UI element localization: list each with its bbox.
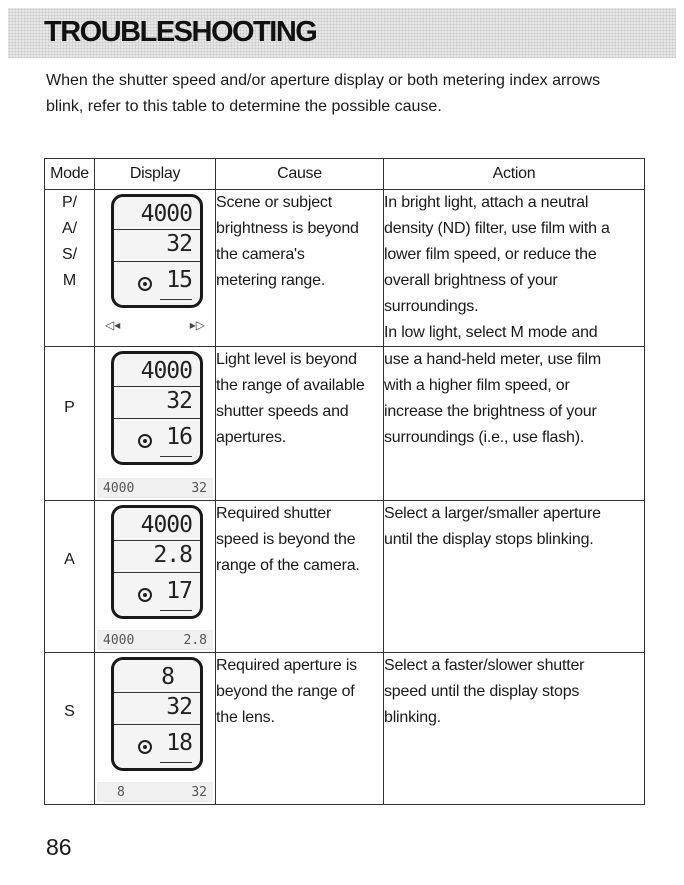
action-line: with a higher film speed, or [384,377,570,394]
action-line: increase the brightness of your [384,403,597,420]
action-line: surroundings. [384,298,479,315]
metering-index-arrows [97,316,213,334]
action-line: until the display stops blinking. [384,531,594,548]
lcd-metering-value: 18 [166,730,192,756]
cause-line: brightness is beyond [216,220,359,237]
lcd-metering-value: 15 [166,267,192,293]
troubleshooting-table [44,158,645,805]
action-line: overall brightness of your [384,272,558,289]
cause-line: Scene or subject [216,194,332,211]
lcd-aperture-value: 32 [166,694,192,720]
mode-cell [45,653,95,805]
cause-cell [216,501,384,653]
page-number: 86 [46,834,72,860]
lcd-display [111,194,203,308]
cause-line: range of the camera. [216,557,360,574]
table-header-row [45,159,645,190]
left-arrow-icon: ◁◂ [105,318,121,332]
cause-line: the lens. [216,709,275,726]
lcd-metering-value: 17 [166,578,192,604]
action-line: In bright light, attach a neutral [384,194,589,211]
action-line: speed until the display stops [384,683,580,700]
mode-label: S [64,703,75,720]
viewfinder-strip [97,478,213,498]
page-title: TROUBLESHOOTING [44,16,317,48]
meter-icon [138,434,152,448]
header-action: Action [384,159,645,190]
cause-line: the camera's [216,246,305,263]
action-line: Select a faster/slower shutter [384,657,585,674]
header-cause: Cause [216,159,384,190]
display-cell [95,501,216,653]
action-cell [384,347,645,501]
cause-line: Required shutter [216,505,332,522]
strip-shutter-value: 8 [117,784,125,800]
mode-cell [45,501,95,653]
lcd-shutter-value: 8 [161,664,174,690]
cause-line: apertures. [216,429,287,446]
lcd-shutter-value: 4000 [140,201,192,227]
viewfinder-strip [97,630,213,650]
cause-line: speed is beyond the [216,531,356,548]
meter-icon [138,740,152,754]
action-line: surroundings (i.e., use flash). [384,429,585,446]
action-cell [384,190,645,347]
cause-line: the range of available [216,377,365,394]
action-cell [384,653,645,805]
display-cell [95,653,216,805]
strip-aperture-value: 32 [191,480,207,496]
table-row [45,653,645,805]
lcd-aperture-value: 2.8 [153,542,192,568]
cause-line: Required aperture is [216,657,357,674]
action-line: use a hand-held meter, use film [384,351,602,368]
action-line: density (ND) filter, use film with a [384,220,610,237]
mode-label: S/ [61,246,78,263]
strip-shutter-value: 4000 [103,632,135,648]
header-mode: Mode [45,159,95,190]
strip-aperture-value: 32 [191,784,207,800]
mode-cell [45,347,95,501]
mode-cell [45,190,95,347]
strip-shutter-value: 4000 [103,480,135,496]
display-cell [95,347,216,501]
meter-icon [138,588,152,602]
cause-line: Light level is beyond [216,351,357,368]
viewfinder-strip [97,782,213,802]
lcd-metering-value: 16 [166,424,192,450]
mode-label: A/ [61,220,78,237]
lcd-display [111,657,203,771]
lcd-display [111,505,203,619]
mode-label: P [64,399,75,416]
lcd-aperture-value: 32 [166,388,192,414]
cause-line: shutter speeds and [216,403,349,420]
cause-line: metering range. [216,272,326,289]
cause-line: beyond the range of [216,683,355,700]
lcd-shutter-value: 4000 [140,358,192,384]
lcd-shutter-value: 4000 [140,512,192,538]
action-line: In low light, select M mode and [384,324,598,341]
intro-paragraph: When the shutter speed and/or aperture display or both metering index arrows blink, refer to this table to determine the possible cause. [46,72,601,115]
display-cell [95,190,216,347]
mode-label: M [62,272,77,289]
action-line: lower film speed, or reduce the [384,246,597,263]
action-line: Select a larger/smaller aperture [384,505,601,522]
meter-icon [138,277,152,291]
lcd-aperture-value: 32 [166,231,192,257]
action-cell [384,501,645,653]
cause-cell [216,653,384,805]
cause-cell [216,347,384,501]
mode-label: P/ [61,194,78,211]
table-row [45,501,645,653]
table-row [45,347,645,501]
header-display: Display [95,159,216,190]
cause-cell [216,190,384,347]
mode-label: A [64,551,75,568]
lcd-display [111,351,203,465]
action-line: blinking. [384,709,441,726]
right-arrow-icon: ▸▷ [189,318,205,332]
table-row [45,190,645,347]
strip-aperture-value: 2.8 [183,632,207,648]
